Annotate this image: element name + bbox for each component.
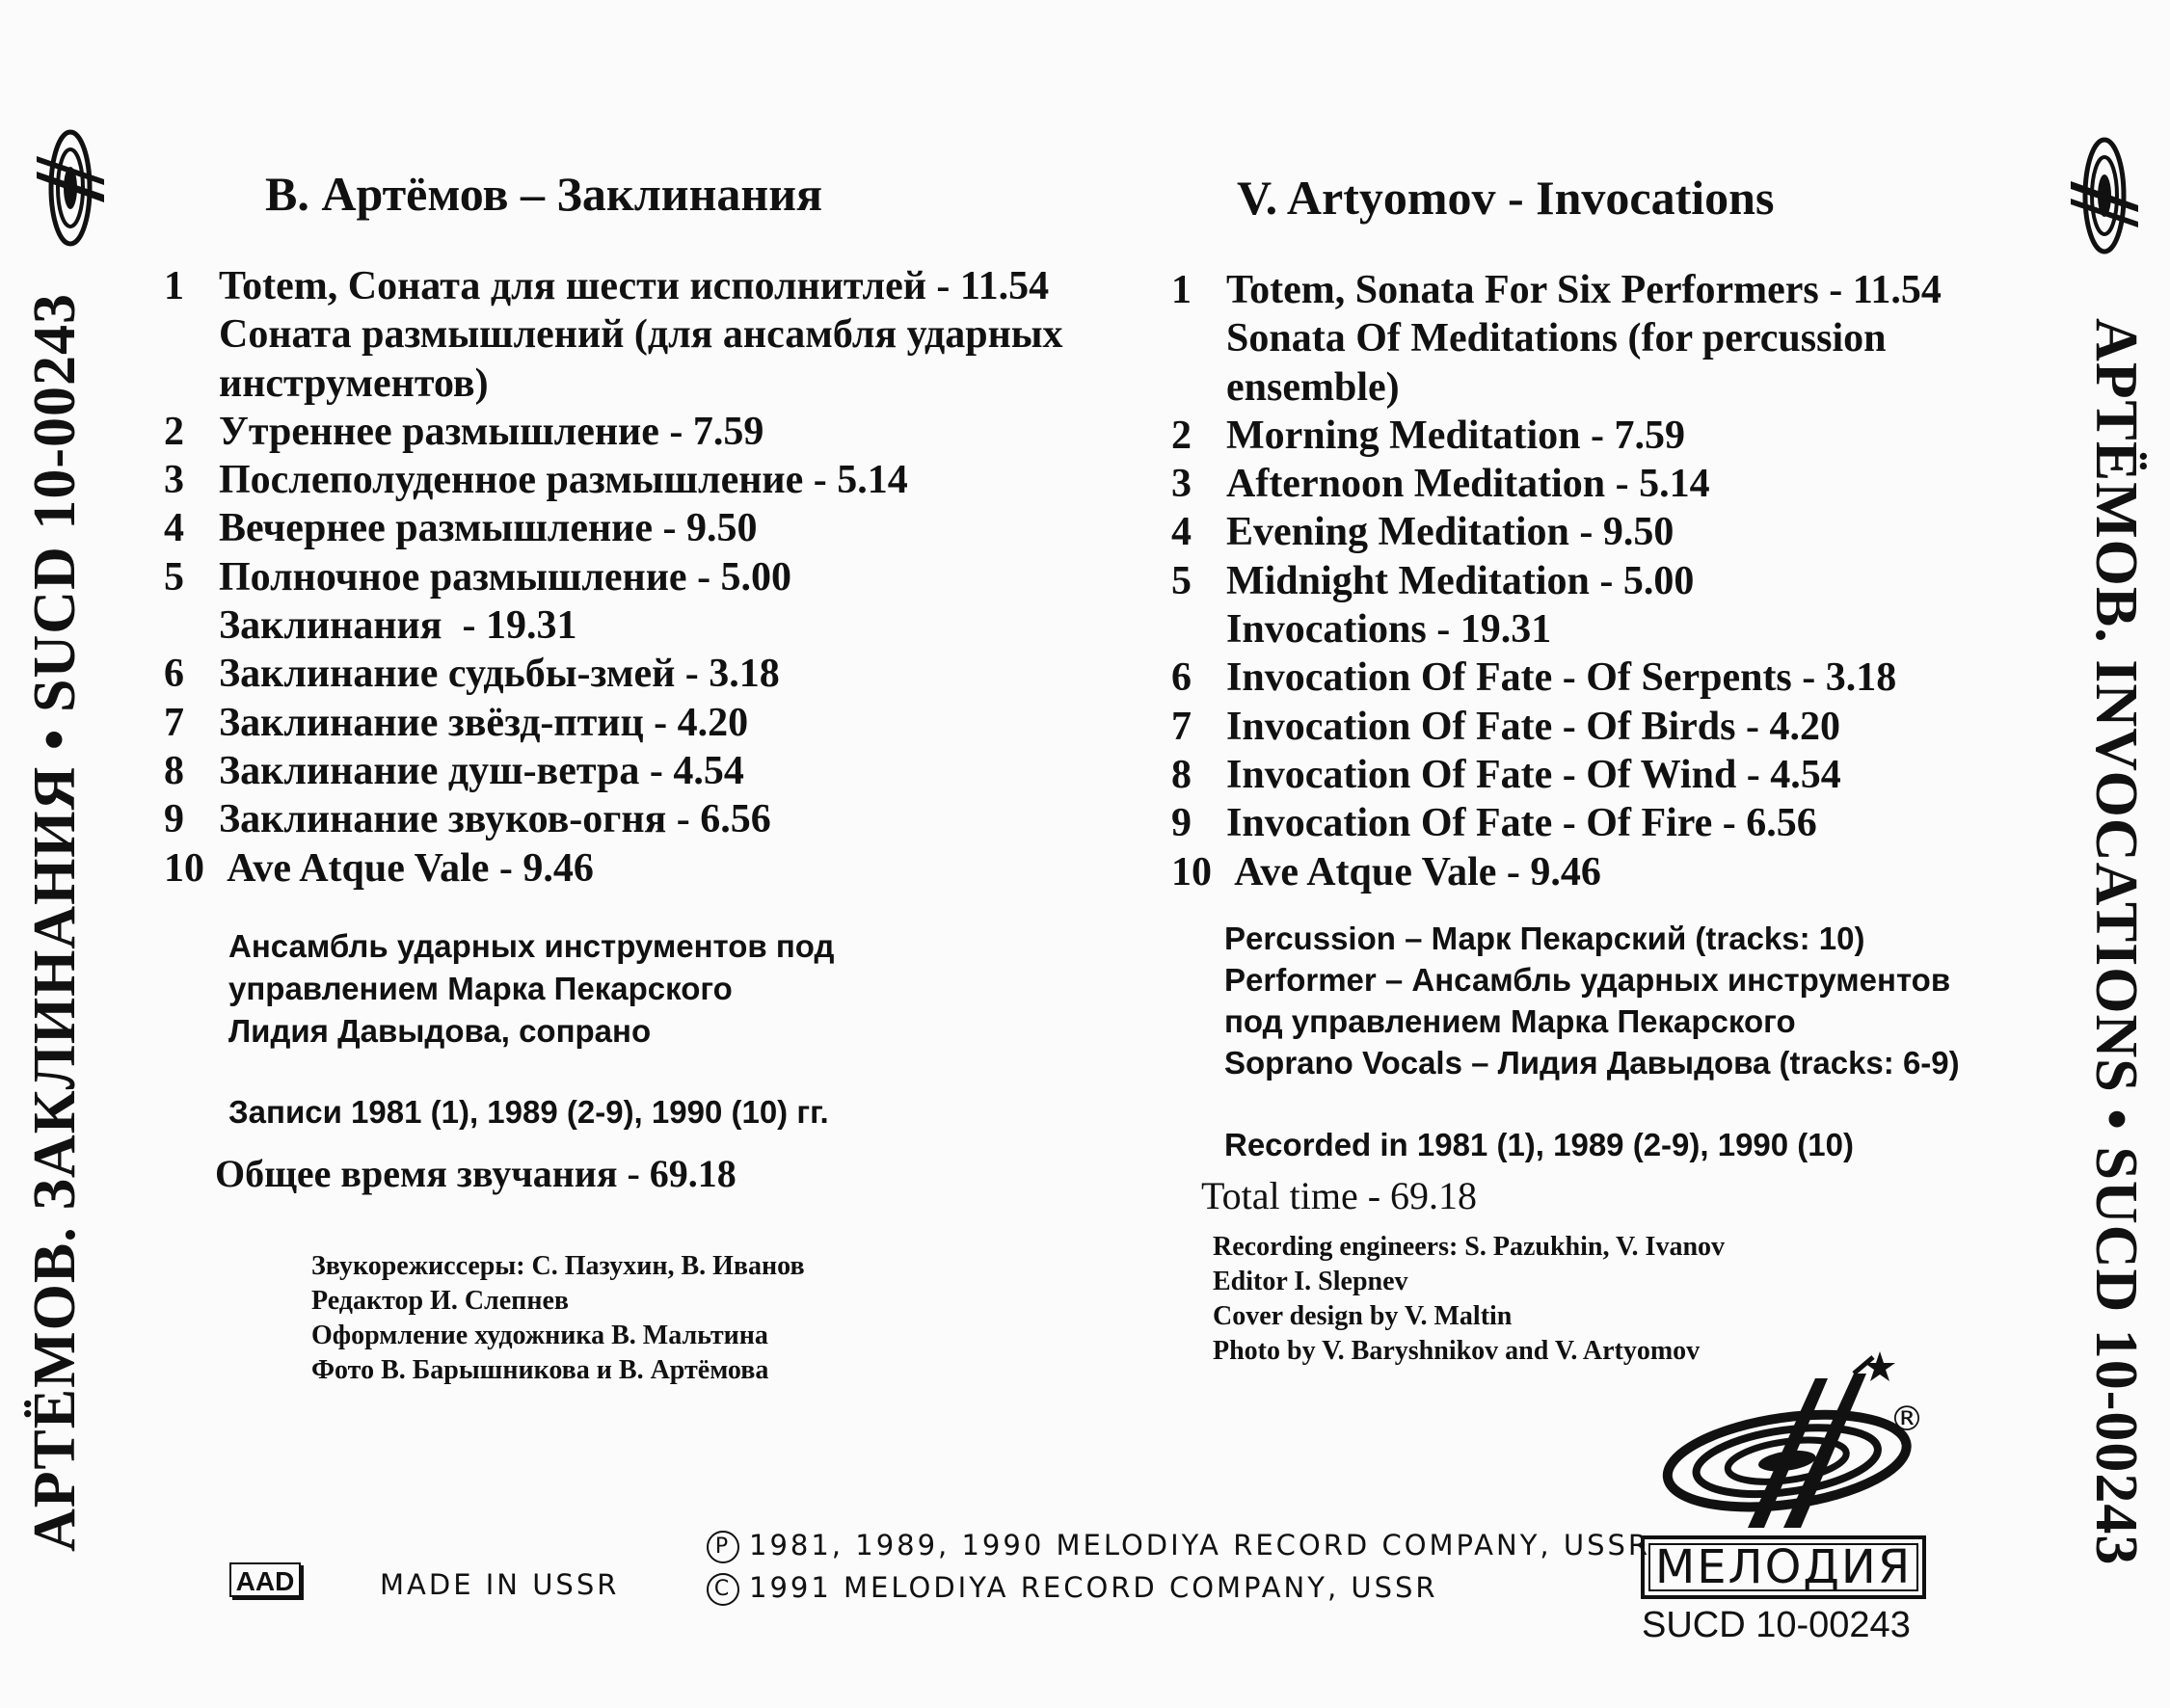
list-item: 10 Ave Atque Vale - 9.46 xyxy=(1171,849,1601,894)
list-item: 2 Morning Meditation - 7.59 xyxy=(1171,413,1685,458)
list-item: 2 Утреннее размышление - 7.59 xyxy=(164,409,764,454)
list-item: 5 Полночное размышление - 5.00 xyxy=(164,554,792,600)
list-item: 6 Заклинание судьбы-змей - 3.18 xyxy=(164,652,780,697)
list-item: 8 Заклинание душ-ветра - 4.54 xyxy=(164,748,744,793)
russian-credits: Звукорежиссеры: С. Пазухин, В. Иванов Редактор И. Слепнев Оформление художника В. Мальтина Фото В. Барышникова и В. Артёмова xyxy=(311,1251,805,1385)
list-item: 5 Midnight Meditation - 5.00 xyxy=(1171,558,1695,603)
registered-mark: ® xyxy=(1889,1400,1924,1439)
russian-total-time: Общее время звучания - 69.18 xyxy=(215,1152,737,1195)
phonogram-symbol: P xyxy=(707,1531,739,1563)
russian-title: В. Артёмов – Заклинания xyxy=(265,167,823,221)
aad-badge: AAD xyxy=(229,1562,301,1597)
list-item: 3 Послеполуденное размышление - 5.14 xyxy=(164,458,908,503)
english-recorded: Recorded in 1981 (1), 1989 (2-9), 1990 (10) xyxy=(1224,1127,1854,1162)
melodiya-spine-logo-right xyxy=(2071,123,2138,268)
english-tracklist xyxy=(1171,266,1942,896)
list-item: 9 Invocation Of Fate - Of Fire - 6.56 xyxy=(1171,801,1817,846)
spine-right-text: АРТЁМОВ. INVOCATIONS • SUCD 10-00243 xyxy=(2083,318,2149,1566)
melodiya-wordmark: МЕЛОДИЯ xyxy=(1641,1535,1926,1599)
list-item: 6 Invocation Of Fate - Of Serpents - 3.18 xyxy=(1171,655,1897,701)
copyright-symbol: C xyxy=(707,1573,739,1606)
list-item: 4 Вечернее размышление - 9.50 xyxy=(164,506,758,551)
list-item: инструментов) xyxy=(219,360,489,406)
list-item: 9 Заклинание звуков-огня - 6.56 xyxy=(164,797,771,842)
list-item: 10 Ave Atque Vale - 9.46 xyxy=(164,845,594,891)
list-item: Соната размышлений (для ансамбля ударных xyxy=(219,312,1063,358)
phonogram-line: P 1981, 1989, 1990 MELODIYA RECORD COMPANY, USSR xyxy=(707,1529,1650,1563)
list-item: ensemble) xyxy=(1226,364,1400,410)
list-item: 7 Invocation Of Fate - Of Birds - 4.20 xyxy=(1171,704,1840,749)
russian-ensemble: Ансамбль ударных инструментов под управлением Марка Пекарского Лидия Давыдова, сопрано xyxy=(228,928,835,1049)
english-total-time: Total time - 69.18 xyxy=(1201,1174,1478,1217)
list-item: 4 Evening Meditation - 9.50 xyxy=(1171,510,1674,555)
list-item: 1 Totem, Sonata For Six Performers - 11.54 xyxy=(1171,268,1942,312)
made-in-ussr: MADE IN USSR xyxy=(380,1568,620,1601)
russian-tracklist xyxy=(164,262,1063,893)
english-performers: Percussion – Марк Пекарский (tracks: 10) Performer – Ансамбль ударных инструментов под управлением Марка Пекарского Soprano Vocals – Лидия Давыдова (tracks: 6-9) xyxy=(1224,921,1960,1081)
list-item: 8 Invocation Of Fate - Of Wind - 4.54 xyxy=(1171,752,1841,797)
russian-recorded: Записи 1981 (1), 1989 (2-9), 1990 (10) гг. xyxy=(228,1094,829,1130)
copyright-line: C 1991 MELODIYA RECORD COMPANY, USSR xyxy=(707,1571,1438,1606)
melodiya-logo xyxy=(1656,1349,1936,1533)
list-item: 1 Totem, Соната для шести исполнитлей - 11.54 xyxy=(164,264,1050,308)
english-credits: Recording engineers: S. Pazukhin, V. Ivanov Editor I. Slepnev Cover design by V. Maltin Photo by V. Baryshnikov and V. Artyomov xyxy=(1213,1232,1726,1366)
list-item: Заклинания - 19.31 xyxy=(219,603,577,649)
list-item: 3 Afternoon Meditation - 5.14 xyxy=(1171,462,1710,507)
spine-left-text: АРТЁМОВ. ЗАКЛИНАНИЯ • SUCD 10-00243 xyxy=(22,293,88,1552)
list-item: Sonata Of Meditations (for percussion xyxy=(1226,316,1887,361)
melodiya-spine-logo-left xyxy=(37,116,104,260)
english-title: V. Artyomov - Invocations xyxy=(1237,171,1775,225)
list-item: Invocations - 19.31 xyxy=(1226,607,1552,653)
list-item: 7 Заклинание звёзд-птиц - 4.20 xyxy=(164,700,749,745)
catalog-number: SUCD 10-00243 xyxy=(1642,1605,1911,1645)
